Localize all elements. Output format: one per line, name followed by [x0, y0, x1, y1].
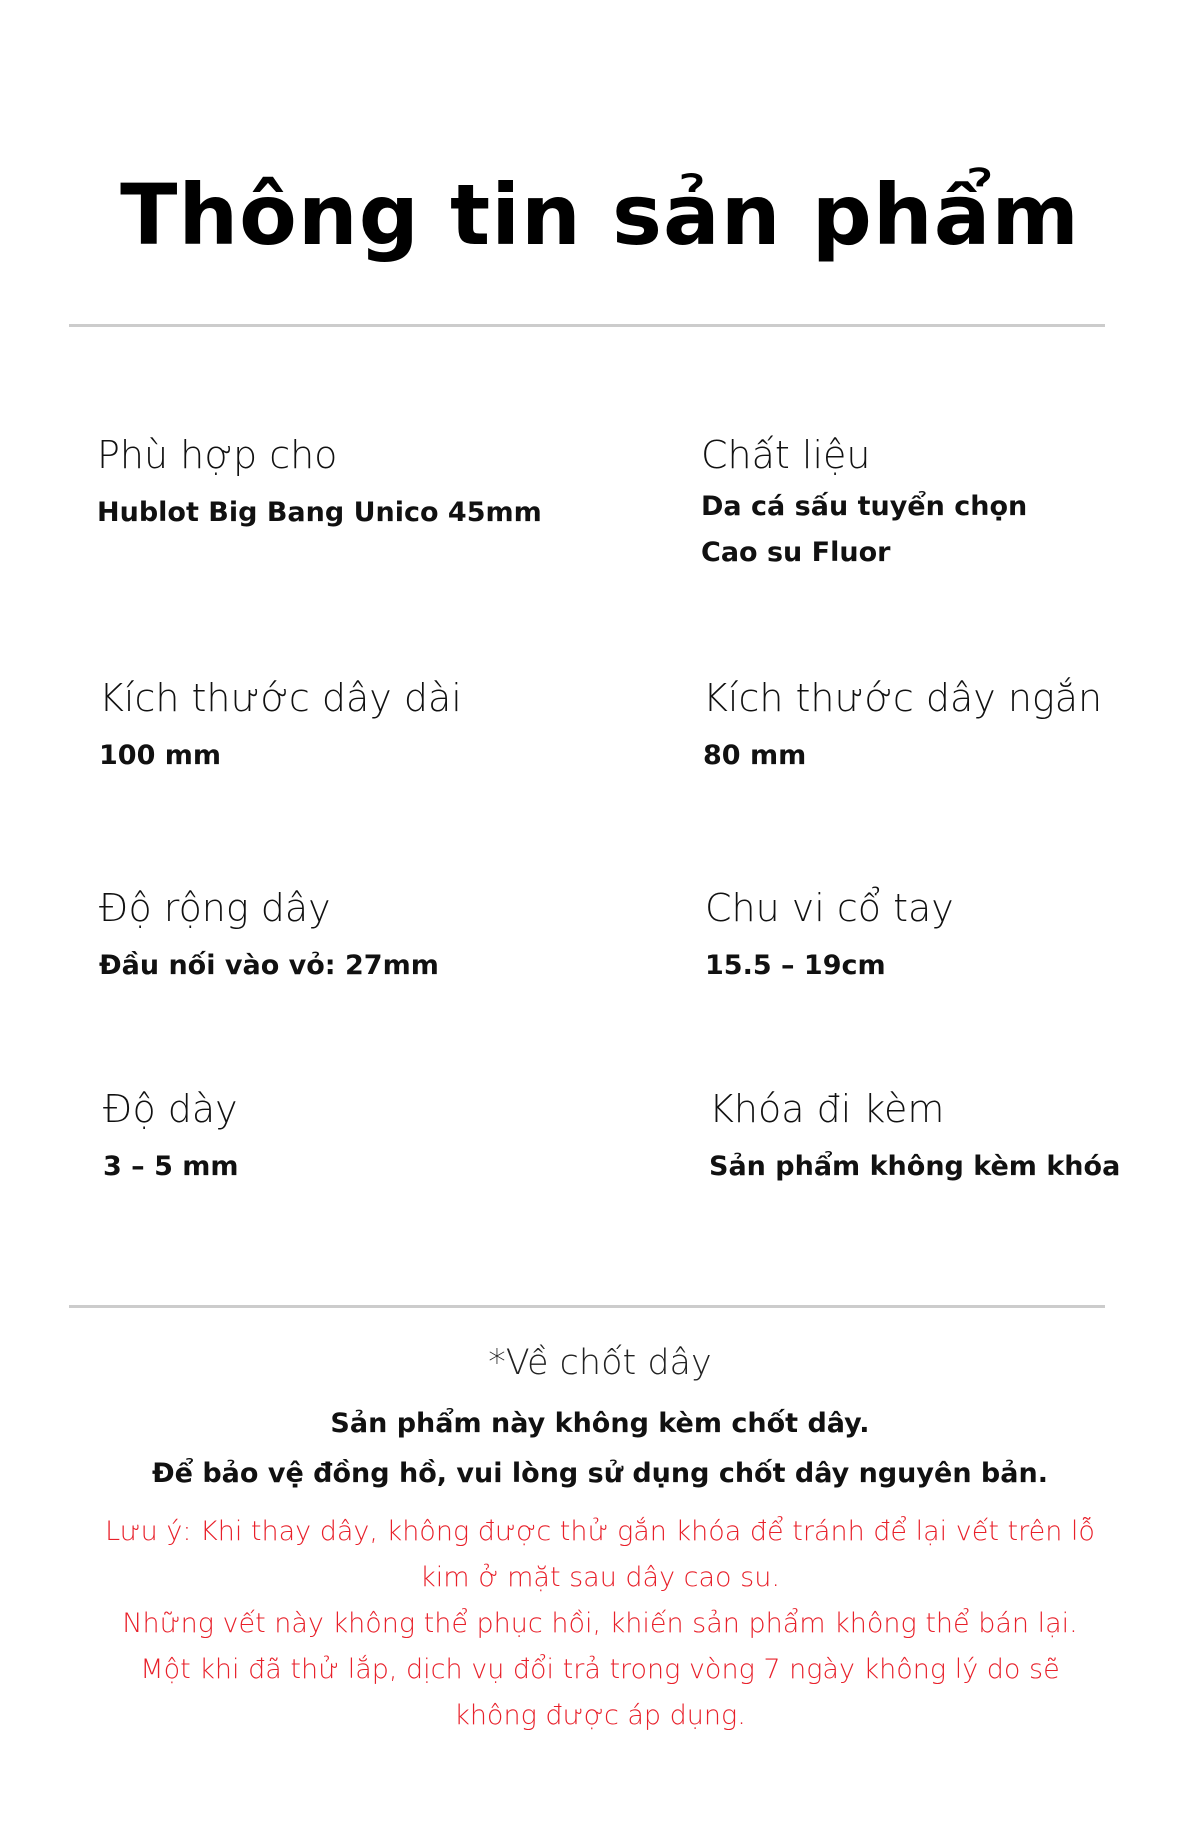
- spec-value: [103, 1144, 573, 1190]
- spec-value: [701, 484, 1171, 576]
- warning-line: Một khi đã thử lắp, dịch vụ đổi trả trong vòng 7 ngày không lý do sẽ: [140, 1654, 1060, 1685]
- spec-value-line: Cao su Fluor: [701, 537, 891, 568]
- spec-value-line: Da cá sấu tuyển chọn: [701, 491, 1028, 522]
- bottom-divider: [69, 1305, 1105, 1308]
- spec-wrist-circumference: [705, 883, 1175, 989]
- spec-buckle-included: [709, 1084, 1179, 1190]
- spec-value-line: 15.5 – 19cm: [705, 950, 886, 981]
- note-heading: *Về chốt dây: [488, 1343, 712, 1383]
- top-divider: [69, 324, 1105, 327]
- spec-label: Chu vi cổ tay: [705, 886, 954, 930]
- spec-value: [97, 490, 567, 536]
- spec-material: [701, 430, 1171, 576]
- note-bold-text: [0, 1399, 1200, 1499]
- spec-value: [703, 733, 1173, 779]
- spec-label: Chất liệu: [701, 433, 871, 477]
- spec-value-line: 100 mm: [99, 740, 222, 771]
- spec-value: [99, 943, 569, 989]
- page-title: Thông tin sản phẩm: [120, 166, 1080, 264]
- spec-value-line: 80 mm: [703, 740, 807, 771]
- warning-line: Lưu ý: Khi thay dây, không được thử gắn khóa để tránh để lại vết trên lỗ: [105, 1516, 1095, 1547]
- note-bold-line: Để bảo vệ đồng hồ, vui lòng sử dụng chốt dây nguyên bản.: [152, 1458, 1048, 1489]
- spec-label: Kích thước dây dài: [99, 676, 462, 720]
- pin-note-section: [0, 1335, 1200, 1739]
- warning-line: Những vết này không thể phục hồi, khiến sản phẩm không thể bán lại.: [122, 1608, 1078, 1639]
- spec-label: Khóa đi kèm: [709, 1087, 945, 1131]
- spec-value-line: 3 – 5 mm: [103, 1151, 239, 1182]
- spec-strap-width: [99, 883, 569, 989]
- spec-value: [705, 943, 1175, 989]
- warning-text: [80, 1509, 1120, 1739]
- spec-short-strap-length: [703, 673, 1173, 779]
- warning-line: không được áp dụng.: [454, 1700, 746, 1731]
- spec-thickness: [103, 1084, 573, 1190]
- note-bold-line: Sản phẩm này không kèm chốt dây.: [330, 1408, 870, 1439]
- spec-label: Kích thước dây ngắn: [703, 676, 1103, 720]
- spec-value: [709, 1144, 1179, 1190]
- spec-label: Độ rộng dây: [99, 886, 331, 930]
- spec-label: Độ dày: [103, 1087, 238, 1131]
- spec-long-strap-length: [99, 673, 569, 779]
- spec-value-line: Sản phẩm không kèm khóa: [709, 1151, 1121, 1182]
- spec-value: [99, 733, 569, 779]
- spec-compatibility: [97, 430, 567, 536]
- spec-value-line: Đầu nối vào vỏ: 27mm: [99, 950, 439, 981]
- warning-line: kim ở mặt sau dây cao su.: [420, 1562, 780, 1593]
- spec-value-line: Hublot Big Bang Unico 45mm: [97, 497, 542, 528]
- spec-label: Phù hợp cho: [97, 433, 338, 477]
